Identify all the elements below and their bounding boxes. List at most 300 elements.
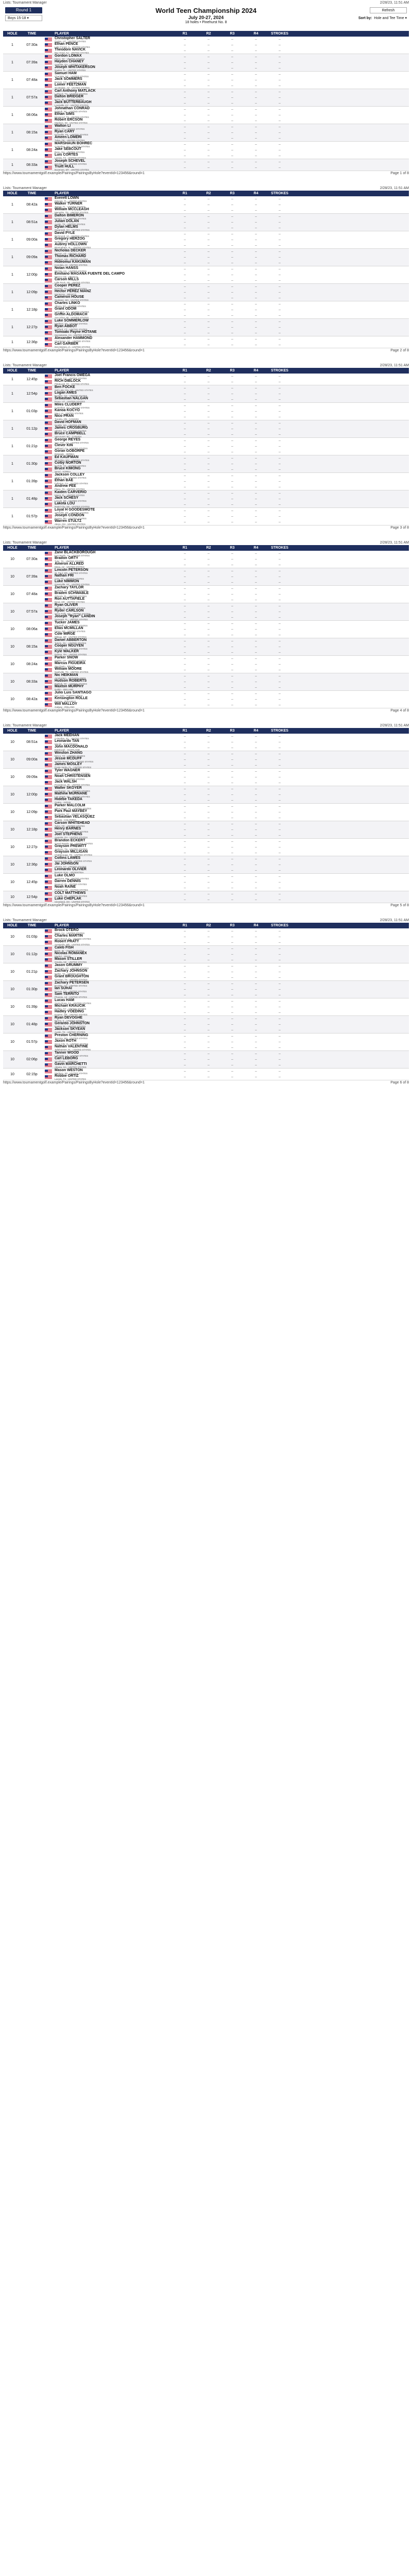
player-name[interactable]: Loyal H GOODESMOTE bbox=[55, 507, 95, 512]
pairing-group[interactable] bbox=[3, 403, 409, 420]
player-row[interactable] bbox=[42, 762, 409, 768]
player-name[interactable]: Zachary JOHNSON bbox=[55, 969, 88, 973]
player-name[interactable]: Hudson ROBERTS bbox=[55, 679, 87, 683]
player-row[interactable] bbox=[42, 739, 409, 745]
player-name[interactable]: Dalton BIMERON bbox=[55, 213, 84, 217]
pairing-group[interactable] bbox=[3, 1069, 409, 1080]
player-row[interactable] bbox=[42, 260, 409, 266]
pairing-group[interactable] bbox=[3, 981, 409, 998]
column-player[interactable]: PLAYER bbox=[55, 192, 69, 195]
player-name[interactable]: Carl GARBER bbox=[55, 342, 78, 346]
player-row[interactable] bbox=[42, 112, 409, 118]
column-r2[interactable]: R2 bbox=[206, 924, 211, 927]
player-row[interactable] bbox=[42, 342, 409, 348]
column-flag[interactable] bbox=[42, 728, 55, 734]
player-row[interactable] bbox=[42, 874, 409, 879]
player-row[interactable] bbox=[42, 284, 409, 290]
column-strokes[interactable]: STROKES bbox=[271, 192, 288, 195]
player-name[interactable]: Jack SCHESY bbox=[55, 496, 79, 500]
player-name[interactable]: Sebastian NALGAN bbox=[55, 396, 88, 400]
pairing-group[interactable] bbox=[3, 946, 409, 963]
player-name[interactable]: Jason GRUMMY bbox=[55, 963, 83, 967]
player-row[interactable] bbox=[42, 1016, 409, 1022]
player-name[interactable]: George REYES bbox=[55, 437, 81, 442]
pairing-group[interactable] bbox=[3, 734, 409, 751]
column-player[interactable]: PLAYER bbox=[55, 546, 69, 550]
player-name[interactable]: Jack WALSH bbox=[55, 779, 77, 784]
player-name[interactable]: Daniel ABBERTON bbox=[55, 638, 87, 642]
player-row[interactable] bbox=[42, 626, 409, 632]
column-player[interactable]: PLAYER bbox=[55, 369, 69, 372]
player-name[interactable]: James MOSLEY bbox=[55, 762, 82, 766]
column-r2[interactable]: R2 bbox=[206, 32, 211, 36]
player-name[interactable]: John MACDONALD bbox=[55, 744, 88, 749]
player-row[interactable] bbox=[42, 946, 409, 952]
player-row[interactable] bbox=[42, 142, 409, 147]
player-name[interactable]: Hadley VOEDING bbox=[55, 1009, 84, 1013]
player-name[interactable]: Robert PRATT bbox=[55, 939, 79, 943]
column-r1[interactable]: R1 bbox=[182, 729, 187, 733]
player-row[interactable] bbox=[42, 255, 409, 260]
pairing-group[interactable] bbox=[3, 438, 409, 455]
player-name[interactable]: David PYLE bbox=[55, 231, 75, 235]
player-name[interactable]: Ethan BAE bbox=[55, 478, 74, 482]
column-strokes[interactable]: STROKES bbox=[271, 729, 288, 733]
round-button[interactable]: Round 1 bbox=[5, 7, 42, 13]
column-r3[interactable]: R3 bbox=[230, 32, 235, 36]
player-name[interactable]: Walton LI bbox=[55, 124, 71, 128]
player-row[interactable] bbox=[42, 809, 409, 815]
player-name[interactable]: Hidebe TAKEDA bbox=[55, 797, 82, 801]
player-name[interactable]: Thomas RICHARD bbox=[55, 254, 87, 258]
column-r1[interactable]: R1 bbox=[182, 369, 187, 372]
player-name[interactable]: Henry BARNES bbox=[55, 826, 81, 831]
player-name[interactable]: Andrew PEE bbox=[55, 484, 76, 488]
player-name[interactable]: Walter SKOYER bbox=[55, 786, 82, 790]
player-row[interactable] bbox=[42, 1062, 409, 1068]
player-name[interactable]: Kyle WALKER bbox=[55, 649, 79, 653]
pairing-group[interactable] bbox=[3, 196, 409, 214]
player-name[interactable]: Ben FOCKE bbox=[55, 385, 75, 389]
player-name[interactable]: Maxton MURPHY bbox=[55, 684, 84, 688]
player-name[interactable]: Héctor PÉREZ NIANZ bbox=[55, 289, 91, 293]
player-name[interactable]: COLT MATTHEWS bbox=[55, 891, 86, 895]
player-name[interactable]: Zachary TAYLOR bbox=[55, 585, 84, 589]
player-name[interactable]: Joel Francis OMEGA bbox=[55, 373, 91, 377]
player-name[interactable]: Colby NORTON bbox=[55, 461, 81, 465]
player-row[interactable] bbox=[42, 798, 409, 803]
player-name[interactable]: Kensington ROLLE bbox=[55, 696, 88, 700]
column-time[interactable]: TIME bbox=[27, 369, 37, 372]
player-row[interactable] bbox=[42, 519, 409, 525]
player-row[interactable] bbox=[42, 374, 409, 379]
column-r4[interactable]: R4 bbox=[253, 924, 259, 927]
pairing-group[interactable] bbox=[3, 72, 409, 89]
player-name[interactable]: Parker SNOW bbox=[55, 655, 78, 659]
player-name[interactable]: Julian DOLAN bbox=[55, 219, 79, 223]
player-row[interactable] bbox=[42, 969, 409, 975]
player-row[interactable] bbox=[42, 1051, 409, 1057]
player-row[interactable] bbox=[42, 1004, 409, 1010]
player-name[interactable]: Ed KAUFMAN bbox=[55, 455, 79, 459]
column-flag[interactable] bbox=[42, 923, 55, 928]
player-row[interactable] bbox=[42, 484, 409, 490]
player-row[interactable] bbox=[42, 656, 409, 662]
player-row[interactable] bbox=[42, 65, 409, 71]
player-name[interactable]: Jaxon ROTH bbox=[55, 1039, 77, 1043]
column-hole[interactable]: HOLE bbox=[7, 369, 18, 372]
player-name[interactable]: Zane BLACKBOROUGH bbox=[55, 550, 96, 554]
pairing-group[interactable] bbox=[3, 37, 409, 54]
player-name[interactable]: Gavin MARCHETTI bbox=[55, 1062, 87, 1066]
player-row[interactable] bbox=[42, 72, 409, 77]
player-row[interactable] bbox=[42, 1069, 409, 1074]
player-name[interactable]: Christopher SALTER bbox=[55, 36, 91, 40]
column-r3[interactable]: R3 bbox=[230, 369, 235, 372]
player-row[interactable] bbox=[42, 295, 409, 301]
division-select[interactable]: Boys 15-18 ▾ bbox=[5, 15, 42, 21]
column-r3[interactable]: R3 bbox=[230, 729, 235, 733]
player-name[interactable]: Samuel HAM bbox=[55, 71, 77, 75]
player-row[interactable] bbox=[42, 438, 409, 444]
player-name[interactable]: Carson WHITEHEAD bbox=[55, 821, 90, 825]
player-name[interactable]: Bradon ORTY bbox=[55, 556, 78, 560]
player-name[interactable]: MARSHAUN BOHREC bbox=[55, 141, 93, 145]
column-player[interactable]: PLAYER bbox=[55, 924, 69, 927]
player-name[interactable]: Jack MEEHAN bbox=[55, 733, 79, 737]
column-r2[interactable]: R2 bbox=[206, 192, 211, 195]
refresh-button[interactable]: Refresh bbox=[370, 7, 407, 13]
column-hole[interactable]: HOLE bbox=[7, 924, 18, 927]
pairing-group[interactable] bbox=[3, 374, 409, 385]
player-name[interactable]: Mason STILLER bbox=[55, 957, 82, 961]
player-name[interactable]: Warren STULTZ bbox=[55, 519, 82, 523]
pairing-group[interactable] bbox=[3, 551, 409, 568]
column-hole[interactable]: HOLE bbox=[7, 32, 18, 36]
player-row[interactable] bbox=[42, 135, 409, 141]
column-r2[interactable]: R2 bbox=[206, 729, 211, 733]
player-name[interactable]: Leonardo OLIVIER bbox=[55, 867, 87, 871]
player-row[interactable] bbox=[42, 667, 409, 673]
player-row[interactable] bbox=[42, 319, 409, 325]
player-row[interactable] bbox=[42, 702, 409, 708]
player-row[interactable] bbox=[42, 562, 409, 568]
player-name[interactable]: Logan AMES bbox=[55, 391, 77, 395]
player-name[interactable]: Jack BUTTERBAUGH bbox=[55, 100, 92, 104]
player-name[interactable]: Ryan CARY bbox=[55, 129, 75, 133]
player-name[interactable]: Ethan SIMS bbox=[55, 112, 75, 116]
player-name[interactable]: Everett LOWN bbox=[55, 196, 79, 200]
column-time[interactable]: TIME bbox=[27, 32, 37, 36]
player-name[interactable]: Carson MILLS bbox=[55, 277, 79, 281]
player-name[interactable]: Luke SOMMERLOW bbox=[55, 318, 89, 323]
player-name[interactable]: William MOORE bbox=[55, 667, 82, 671]
player-name[interactable]: Nolan HANSS bbox=[55, 266, 78, 270]
player-name[interactable]: Grant BROUGHTON bbox=[55, 974, 89, 978]
player-name[interactable]: Aubrey HOLLOWN bbox=[55, 242, 87, 246]
player-name[interactable]: Ron AUTTAFIELE bbox=[55, 597, 85, 601]
player-name[interactable]: Robbie ORTIZ bbox=[55, 1074, 79, 1078]
player-row[interactable] bbox=[42, 37, 409, 42]
player-name[interactable]: Zachary PETERSEN bbox=[55, 980, 89, 985]
player-name[interactable]: Miles CLUDERT bbox=[55, 402, 82, 406]
pairing-group[interactable] bbox=[3, 839, 409, 856]
player-row[interactable] bbox=[42, 662, 409, 667]
pairing-group[interactable] bbox=[3, 656, 409, 673]
player-name[interactable]: Luke CHEPLAK bbox=[55, 896, 82, 901]
column-flag[interactable] bbox=[42, 545, 55, 551]
player-name[interactable]: Braden SCHWABLE bbox=[55, 591, 89, 595]
player-name[interactable]: Joseph CONDON bbox=[55, 513, 84, 517]
player-row[interactable] bbox=[42, 586, 409, 591]
player-name[interactable]: Dylan HELMS bbox=[55, 225, 78, 229]
pairing-group[interactable] bbox=[3, 249, 409, 266]
player-row[interactable] bbox=[42, 196, 409, 202]
column-r4[interactable]: R4 bbox=[253, 32, 259, 36]
player-name[interactable]: Ryan OLIVER bbox=[55, 603, 78, 607]
player-row[interactable] bbox=[42, 100, 409, 106]
column-player[interactable]: PLAYER bbox=[55, 729, 69, 733]
player-name[interactable]: Julio Luis SANTIAGO bbox=[55, 690, 92, 694]
player-name[interactable]: Tyler WAGNER bbox=[55, 768, 80, 772]
player-name[interactable]: Joseph SCHEVEL bbox=[55, 159, 85, 163]
pairing-group[interactable] bbox=[3, 874, 409, 891]
player-name[interactable]: Cooper NGUYEN bbox=[55, 643, 84, 648]
player-row[interactable] bbox=[42, 219, 409, 225]
column-r3[interactable]: R3 bbox=[230, 546, 235, 550]
player-name[interactable]: Ryder CARLSON bbox=[55, 608, 84, 613]
player-name[interactable]: Ethan PENCE bbox=[55, 42, 78, 46]
pairing-group[interactable] bbox=[3, 319, 409, 336]
player-row[interactable] bbox=[42, 290, 409, 295]
player-row[interactable] bbox=[42, 621, 409, 626]
pairing-group[interactable] bbox=[3, 284, 409, 301]
player-name[interactable]: Darren DENNIS bbox=[55, 879, 81, 883]
player-name[interactable]: Noah RAINE bbox=[55, 885, 76, 889]
player-row[interactable] bbox=[42, 992, 409, 998]
player-row[interactable] bbox=[42, 1027, 409, 1033]
player-name[interactable]: Brandon ECKERT bbox=[55, 838, 85, 842]
player-name[interactable]: Robert ERCSON bbox=[55, 117, 83, 122]
player-name[interactable]: Luke OLMO bbox=[55, 873, 75, 877]
player-name[interactable]: Sebastian VELASQUEZ bbox=[55, 815, 95, 819]
player-name[interactable]: Jackson COLLEY bbox=[55, 472, 85, 477]
player-name[interactable]: Lincoln PETERSON bbox=[55, 568, 89, 572]
column-time[interactable]: TIME bbox=[27, 192, 37, 195]
player-name[interactable]: Kaiden CARVERIO bbox=[55, 490, 87, 494]
player-name[interactable]: Grayson PREWITT bbox=[55, 844, 87, 848]
column-r1[interactable]: R1 bbox=[182, 546, 187, 550]
player-name[interactable]: Charles MARTIN bbox=[55, 934, 83, 938]
player-name[interactable]: Gregory HERZOG bbox=[55, 236, 85, 241]
player-row[interactable] bbox=[42, 850, 409, 856]
player-row[interactable] bbox=[42, 697, 409, 702]
player-name[interactable]: Noah CHRISTENSEN bbox=[55, 774, 91, 778]
player-name[interactable]: Mathew MURNANE bbox=[55, 791, 88, 795]
player-name[interactable]: Ryan DEVOGHE bbox=[55, 1015, 83, 1020]
column-r3[interactable]: R3 bbox=[230, 924, 235, 927]
player-name[interactable]: Lomer FEETZMAN bbox=[55, 82, 87, 87]
pairing-group[interactable] bbox=[3, 1016, 409, 1033]
column-r3[interactable]: R3 bbox=[230, 192, 235, 195]
player-name[interactable]: Nic HEIKMAN bbox=[55, 673, 78, 677]
player-row[interactable] bbox=[42, 879, 409, 885]
player-name[interactable]: James CROSBURG bbox=[55, 426, 88, 430]
column-strokes[interactable]: STROKES bbox=[271, 924, 288, 927]
player-row[interactable] bbox=[42, 928, 409, 934]
player-name[interactable]: Jackson SKYEAN bbox=[55, 1027, 85, 1031]
player-row[interactable] bbox=[42, 473, 409, 479]
column-time[interactable]: TIME bbox=[27, 546, 37, 550]
column-strokes[interactable]: STROKES bbox=[271, 546, 288, 550]
player-row[interactable] bbox=[42, 225, 409, 231]
player-name[interactable]: Luis CORTES bbox=[55, 152, 78, 157]
player-row[interactable] bbox=[42, 461, 409, 467]
player-name[interactable]: Tucker JAMES bbox=[55, 620, 80, 624]
player-row[interactable] bbox=[42, 885, 409, 891]
player-row[interactable] bbox=[42, 508, 409, 514]
player-name[interactable]: Joseph WHITAKERSON bbox=[55, 65, 95, 69]
player-row[interactable] bbox=[42, 556, 409, 562]
player-row[interactable] bbox=[42, 804, 409, 809]
pairing-group[interactable] bbox=[3, 928, 409, 946]
player-row[interactable] bbox=[42, 403, 409, 409]
player-name[interactable]: Hideomui KAKUMAN bbox=[55, 260, 91, 264]
player-name[interactable]: Walker TURNER bbox=[55, 201, 82, 206]
player-name[interactable]: Jai JOHNSON bbox=[55, 861, 79, 866]
player-name[interactable]: Nathan FRI bbox=[55, 573, 74, 578]
player-name[interactable]: Park Paul MAYBEY bbox=[55, 809, 88, 813]
player-name[interactable]: Will MALLOY bbox=[55, 702, 77, 706]
player-row[interactable] bbox=[42, 496, 409, 502]
player-name[interactable]: Ameen LOMERI bbox=[55, 135, 82, 139]
player-name[interactable]: Leonardo TAN bbox=[55, 739, 79, 743]
pairing-group[interactable] bbox=[3, 142, 409, 159]
column-hole[interactable]: HOLE bbox=[7, 192, 18, 195]
player-row[interactable] bbox=[42, 734, 409, 739]
player-row[interactable] bbox=[42, 591, 409, 597]
player-name[interactable]: Mason WESTON bbox=[55, 1068, 83, 1072]
column-time[interactable]: TIME bbox=[27, 924, 37, 927]
player-row[interactable] bbox=[42, 214, 409, 219]
pairing-group[interactable] bbox=[3, 508, 409, 526]
player-name[interactable]: Johnathan CONRAD bbox=[55, 106, 90, 110]
player-name[interactable]: Charles LINKO bbox=[55, 301, 80, 305]
player-name[interactable]: Sam TERRITO bbox=[55, 992, 79, 996]
column-time[interactable]: TIME bbox=[27, 729, 37, 733]
player-name[interactable]: Ameron ALLRED bbox=[55, 562, 84, 566]
column-strokes[interactable]: STROKES bbox=[271, 369, 288, 372]
column-r1[interactable]: R1 bbox=[182, 192, 187, 195]
player-name[interactable]: Dalton BRIDGER bbox=[55, 94, 83, 98]
column-player[interactable]: PLAYER bbox=[55, 32, 69, 36]
column-flag[interactable] bbox=[42, 191, 55, 196]
player-name[interactable]: Grayson MILLIGAN bbox=[55, 850, 88, 854]
player-row[interactable] bbox=[42, 42, 409, 48]
player-name[interactable]: RICH DIBLOCK bbox=[55, 379, 81, 383]
player-name[interactable]: Kanoa KOCYO bbox=[55, 408, 80, 412]
pairing-group[interactable] bbox=[3, 621, 409, 638]
player-name[interactable]: Carl Anthony MATLACK bbox=[55, 89, 96, 93]
player-name[interactable]: Lucas HAM bbox=[55, 998, 75, 1002]
player-row[interactable] bbox=[42, 107, 409, 112]
pairing-group[interactable] bbox=[3, 1051, 409, 1069]
player-name[interactable]: Hayden CHANEY bbox=[55, 59, 84, 63]
player-row[interactable] bbox=[42, 449, 409, 455]
player-row[interactable] bbox=[42, 839, 409, 844]
player-row[interactable] bbox=[42, 379, 409, 385]
player-row[interactable] bbox=[42, 330, 409, 336]
player-name[interactable]: Brock OTERO bbox=[55, 928, 79, 932]
pairing-group[interactable] bbox=[3, 107, 409, 124]
player-row[interactable] bbox=[42, 957, 409, 963]
player-name[interactable]: Truitt HULL bbox=[55, 164, 75, 168]
player-row[interactable] bbox=[42, 147, 409, 153]
player-name[interactable]: Jessie MCDUFF bbox=[55, 756, 82, 760]
player-row[interactable] bbox=[42, 632, 409, 638]
player-name[interactable]: Gordon LOMAX bbox=[55, 54, 82, 58]
player-name[interactable]: Joel STEPHENS bbox=[55, 832, 82, 836]
player-name[interactable]: Nicholas DECKER bbox=[55, 248, 86, 252]
player-row[interactable] bbox=[42, 77, 409, 83]
player-row[interactable] bbox=[42, 249, 409, 255]
player-name[interactable]: Collins LAWES bbox=[55, 856, 81, 860]
column-r4[interactable]: R4 bbox=[253, 729, 259, 733]
column-r4[interactable]: R4 bbox=[253, 369, 259, 372]
pairing-group[interactable] bbox=[3, 769, 409, 786]
player-name[interactable]: Goran GOBORPE bbox=[55, 449, 85, 453]
player-name[interactable]: Emiliano MAGAÑA FUENTE DEL CAMPO bbox=[55, 272, 125, 276]
player-name[interactable]: Ryan ABBOT bbox=[55, 324, 77, 328]
player-name[interactable]: Tomoaki Payne HOTANE bbox=[55, 330, 97, 334]
player-name[interactable]: Elias MCMILLAN bbox=[55, 626, 83, 630]
player-name[interactable]: Parker MALCOLM bbox=[55, 803, 85, 807]
player-name[interactable]: Nicolas ROMANEX bbox=[55, 951, 87, 955]
player-name[interactable]: Jake SEBCOUT bbox=[55, 147, 81, 151]
column-r2[interactable]: R2 bbox=[206, 546, 211, 550]
player-row[interactable] bbox=[42, 691, 409, 697]
player-row[interactable] bbox=[42, 597, 409, 603]
player-name[interactable]: Theodore NAVICK bbox=[55, 47, 86, 52]
column-r1[interactable]: R1 bbox=[182, 32, 187, 36]
player-name[interactable]: Michael KRAUCIK bbox=[55, 1004, 85, 1008]
pairing-group[interactable] bbox=[3, 691, 409, 708]
player-name[interactable]: Jack SOMMERS bbox=[55, 77, 82, 81]
player-row[interactable] bbox=[42, 551, 409, 556]
column-strokes[interactable]: STROKES bbox=[271, 32, 288, 36]
player-name[interactable]: Preston CHERNING bbox=[55, 1033, 89, 1037]
player-name[interactable]: Bruce CAMPBELL bbox=[55, 431, 86, 435]
player-name[interactable]: Grant ODOM bbox=[55, 307, 77, 311]
column-r1[interactable]: R1 bbox=[182, 924, 187, 927]
player-row[interactable] bbox=[42, 414, 409, 420]
player-name[interactable]: Gerardo JOHNSTON bbox=[55, 1021, 90, 1025]
player-name[interactable]: Joseph "Ryan" LANDIN bbox=[55, 614, 95, 618]
player-name[interactable]: Cooper PEREZ bbox=[55, 283, 80, 287]
player-row[interactable] bbox=[42, 409, 409, 414]
player-row[interactable] bbox=[42, 769, 409, 774]
column-r4[interactable]: R4 bbox=[253, 546, 259, 550]
player-row[interactable] bbox=[42, 844, 409, 850]
pairing-group[interactable] bbox=[3, 586, 409, 603]
sort-control[interactable] bbox=[358, 16, 407, 20]
player-row[interactable] bbox=[42, 1074, 409, 1080]
pairing-group[interactable] bbox=[3, 473, 409, 490]
player-name[interactable]: Alexander HAMMOND bbox=[55, 336, 93, 340]
player-name[interactable]: Cameron HOUSE bbox=[55, 295, 84, 299]
player-name[interactable]: Cole MIRGE bbox=[55, 632, 76, 636]
player-row[interactable] bbox=[42, 1039, 409, 1045]
